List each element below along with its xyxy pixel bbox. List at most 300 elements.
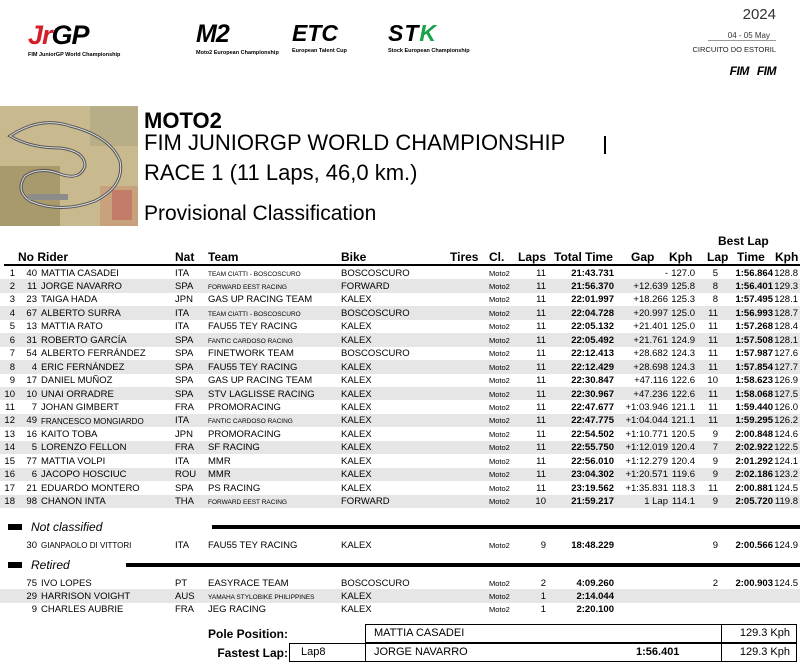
cell-btime: 1:57.268: [735, 321, 773, 333]
cell-no: 5: [31, 442, 37, 454]
event-dates: 04 - 05 May: [727, 31, 770, 40]
cell-kph: 125.3: [671, 294, 695, 306]
cell-time: 21:59.217: [571, 496, 614, 508]
cell-kph: 121.1: [671, 402, 695, 413]
cell-laps: 11: [536, 334, 546, 346]
cell-pos: 11: [5, 402, 15, 413]
cell-kph: 124.3: [671, 348, 695, 360]
cell-team: STV LAGLISSE RACING: [208, 388, 315, 400]
logo-jr-text: Jr: [28, 20, 52, 50]
cell-lap: 2: [712, 577, 718, 589]
table-row: [0, 387, 800, 400]
cell-laps: 11: [536, 482, 546, 494]
table-row: [0, 603, 800, 616]
stk-logo-k-text: K: [419, 20, 438, 46]
cell-lap: 8: [712, 294, 718, 306]
cell-cl: Moto2: [489, 456, 510, 466]
cell-cl: Moto2: [489, 443, 510, 453]
not-classified-label: Not classified: [31, 520, 103, 534]
fastest-lap-box: [289, 643, 797, 662]
cell-laps: 11: [536, 348, 546, 360]
cell-pos: 16: [4, 469, 15, 481]
cell-kph: 124.3: [671, 361, 695, 373]
cell-kph: 125.0: [671, 307, 695, 319]
cell-bkph: 128.1: [774, 334, 798, 346]
cell-laps: 10: [535, 496, 546, 508]
cell-cl: Moto2: [489, 376, 510, 386]
cell-rider: ERIC FERNÁNDEZ: [41, 361, 125, 373]
col-class: Cl.: [489, 250, 505, 264]
cell-lap: 7: [712, 442, 718, 454]
cell-rider: HARRISON VOIGHT: [41, 590, 131, 602]
cell-bkph: 128.4: [774, 321, 798, 333]
cell-bike: KALEX: [341, 294, 372, 306]
cell-pos: 15: [4, 455, 15, 467]
col-team: Team: [208, 250, 239, 264]
cell-laps: 11: [536, 455, 546, 467]
cell-bike: KALEX: [341, 590, 372, 602]
cell-team: FORWARD EEST RACING: [208, 283, 287, 291]
cell-lap: 9: [712, 496, 718, 508]
fastest-rider: JORGE NAVARRO: [374, 646, 468, 658]
cell-gap: -: [664, 267, 668, 279]
cell-time: 22:47.677: [571, 402, 614, 413]
cell-gap: +1:12.019: [625, 442, 668, 454]
cell-bike: KALEX: [341, 428, 372, 440]
cell-time: 23:04.302: [571, 469, 614, 481]
cell-nat: SPA: [175, 348, 194, 360]
cell-kph: 127.0: [671, 267, 695, 279]
cell-lap: 11: [708, 307, 718, 319]
cell-gap: +1:03.946: [625, 402, 668, 413]
cell-lap: 5: [712, 267, 718, 279]
cell-rider: MATTIA CASADEI: [41, 267, 119, 279]
juniorgp-logo-subtitle: FIM JuniorGP World Championship: [28, 52, 121, 58]
cell-team: FAU55 TEY RACING: [208, 361, 298, 373]
cell-btime: 1:58.623: [735, 375, 773, 387]
col-no-rider: No Rider: [18, 250, 69, 264]
cell-gap: +1:04.044: [625, 415, 668, 427]
table-row: [0, 306, 800, 319]
etc-logo: [292, 22, 347, 54]
cell-no: 16: [26, 428, 37, 440]
cell-rider: KAITO TOBA: [41, 428, 98, 440]
cell-bike: KALEX: [341, 334, 372, 346]
event-year: 2024: [742, 6, 776, 23]
table-row: [0, 360, 800, 373]
cell-lap: 9: [712, 539, 718, 551]
cell-btime: 1:59.295: [735, 415, 773, 427]
cell-nat: ITA: [175, 321, 190, 333]
etc-logo-subtitle: European Talent Cup: [292, 48, 347, 54]
cell-team: FANTIC CARDOSO RACING: [208, 337, 293, 345]
cell-kph: 120.4: [671, 442, 695, 454]
cell-pos: 4: [9, 307, 15, 319]
table-row: [0, 333, 800, 346]
cell-nat: ITA: [175, 455, 190, 467]
cell-kph: 118.3: [671, 482, 695, 494]
cell-kph: 122.6: [671, 375, 695, 387]
cell-bike: BOSCOSCURO: [341, 577, 410, 589]
cell-btime: 2:01.292: [735, 455, 773, 467]
cell-kph: 114.1: [671, 496, 695, 508]
cell-no: 98: [26, 496, 37, 508]
cell-nat: SPA: [175, 375, 194, 387]
cell-team: SF RACING: [208, 442, 260, 454]
cell-laps: 2: [540, 577, 546, 589]
cell-btime: 1:56.401: [735, 280, 773, 292]
cell-lap: 8: [712, 280, 718, 292]
cell-nat: ITA: [175, 539, 190, 551]
cell-btime: 1:57.854: [735, 361, 773, 373]
cell-gap: +1:12.279: [625, 455, 668, 467]
cell-laps: 11: [536, 280, 546, 292]
cell-bike: FORWARD: [341, 496, 390, 508]
cell-gap: +20.997: [633, 307, 668, 319]
cell-bkph: 126.2: [774, 415, 798, 427]
cell-time: 22:04.728: [571, 307, 614, 319]
fastest-divider-1: [365, 644, 366, 661]
cell-gap: +1:10.771: [625, 428, 668, 440]
cell-bkph: 126.9: [774, 375, 798, 387]
col-laps: Laps: [518, 250, 547, 264]
cell-rider: EDUARDO MONTERO: [41, 482, 140, 494]
cell-rider: CHARLES AUBRIE: [41, 604, 124, 616]
table-row: [0, 468, 800, 481]
cell-gap: +12.639: [633, 280, 668, 292]
cell-bkph: 129.3: [774, 280, 798, 292]
cell-no: 21: [26, 482, 37, 494]
cell-rider: MATTIA VOLPI: [41, 455, 106, 467]
cell-no: 10: [26, 388, 37, 400]
cell-bkph: 124.5: [774, 482, 798, 494]
cell-btime: 1:57.495: [735, 294, 773, 306]
cell-laps: 11: [536, 402, 546, 413]
cell-time: 21:43.731: [571, 267, 614, 279]
cell-lap: 10: [707, 375, 718, 387]
cell-bike: KALEX: [341, 469, 372, 481]
cell-time: 22:05.132: [571, 321, 614, 333]
cell-team: GAS UP RACING TEAM: [208, 294, 313, 306]
cell-no: 31: [26, 334, 37, 346]
cell-pos: 18: [4, 496, 15, 508]
cell-pos: 7: [9, 348, 15, 360]
cell-btime: 2:02.922: [735, 442, 773, 454]
cell-nat: SPA: [175, 280, 194, 292]
cell-nat: AUS: [175, 590, 195, 602]
cell-bkph: 128.1: [774, 294, 798, 306]
table-row: [0, 374, 800, 387]
retired-label: Retired: [31, 558, 70, 572]
cell-time: 22:30.847: [571, 375, 614, 387]
cell-no: 6: [31, 469, 37, 481]
cell-no: 11: [27, 280, 37, 292]
cell-time: 4:09.260: [576, 577, 614, 589]
cell-cl: Moto2: [489, 389, 510, 399]
cell-lap: 11: [708, 321, 718, 333]
cell-bike: BOSCOSCURO: [341, 307, 410, 319]
cell-nat: JPN: [175, 294, 193, 306]
cell-btime: 2:00.881: [735, 482, 773, 494]
cell-nat: ITA: [175, 307, 190, 319]
cell-kph: 121.1: [671, 415, 695, 427]
table-row: [0, 538, 800, 551]
cell-lap: 9: [712, 469, 718, 481]
cell-time: 22:12.429: [571, 361, 614, 373]
cell-cl: Moto2: [489, 497, 510, 507]
fastest-time: 1:56.401: [636, 646, 680, 658]
cell-team: MMR: [208, 469, 231, 481]
etc-logo-text: ETC: [292, 20, 338, 46]
moto2-european-logo: [196, 22, 279, 56]
cell-team: GAS UP RACING TEAM: [208, 375, 313, 387]
cell-no: 67: [26, 307, 37, 319]
cell-rider: GIANPAOLO DI VITTORI: [41, 541, 132, 550]
cell-cl: Moto2: [489, 416, 510, 426]
cell-bike: KALEX: [341, 442, 372, 454]
cell-team: TEAM CIATTI - BOSCOSCURO: [208, 270, 301, 278]
cell-time: 22:01.997: [571, 294, 614, 306]
cell-bike: KALEX: [341, 361, 372, 373]
cell-pos: 9: [9, 375, 15, 387]
cell-nat: THA: [175, 496, 194, 508]
cell-laps: 1: [540, 604, 546, 616]
cell-nat: SPA: [175, 482, 194, 494]
cell-bkph: 122.5: [774, 442, 798, 454]
cell-no: 17: [26, 375, 37, 387]
table-row: [0, 495, 800, 508]
m2-logo-text: M2: [196, 20, 229, 48]
cell-team: FINETWORK TEAM: [208, 348, 294, 360]
table-row: [0, 320, 800, 333]
cell-btime: 2:05.720: [735, 496, 773, 508]
cell-pos: 10: [4, 388, 15, 400]
cell-rider: ROBERTO GARCÍA: [41, 334, 127, 346]
cell-kph: 124.9: [671, 334, 695, 346]
cell-laps: 11: [536, 469, 546, 481]
not-classified-section: [0, 520, 800, 534]
cell-bkph: 127.6: [774, 348, 798, 360]
cell-cl: Moto2: [489, 429, 510, 439]
cell-cl: Moto2: [489, 268, 510, 278]
section-marker: [8, 524, 22, 530]
cell-kph: 120.5: [671, 428, 695, 440]
cell-rider: CHANON INTA: [41, 496, 106, 508]
cell-gap: +47.236: [633, 388, 668, 400]
cell-bike: KALEX: [341, 388, 372, 400]
cell-bkph: 124.1: [774, 455, 798, 467]
cell-cl: Moto2: [489, 540, 510, 550]
cell-laps: 11: [536, 321, 546, 333]
cell-laps: 11: [536, 428, 546, 440]
cell-cl: Moto2: [489, 349, 510, 359]
pole-position-box: [365, 624, 797, 643]
cell-team: FANTIC CARDOSO RACING: [208, 418, 293, 426]
table-row: [0, 454, 800, 467]
cell-no: 54: [26, 348, 37, 360]
cell-bkph: 124.6: [774, 428, 798, 440]
table-row: [0, 589, 800, 602]
pole-rider: MATTIA CASADEI: [374, 627, 465, 639]
cell-team: FAU55 TEY RACING: [208, 321, 298, 333]
cell-pos: 3: [9, 294, 15, 306]
cell-laps: 11: [536, 375, 546, 387]
cell-pos: 14: [4, 442, 15, 454]
cell-rider: JACOPO HOSCIUC: [41, 469, 127, 481]
cell-gap: +21.761: [633, 334, 668, 346]
cell-cl: Moto2: [489, 295, 510, 305]
cell-time: 21:56.370: [571, 280, 614, 292]
cell-laps: 9: [540, 539, 546, 551]
logo-gp-text: GP: [51, 20, 89, 50]
cell-lap: 11: [708, 482, 718, 494]
cell-no: 30: [26, 539, 37, 551]
cell-team: MMR: [208, 455, 231, 467]
cell-rider: LORENZO FELLON: [41, 442, 127, 454]
cell-btime: 1:57.987: [735, 348, 773, 360]
cell-cl: Moto2: [489, 578, 510, 588]
table-row: [0, 576, 800, 589]
cell-bike: KALEX: [341, 604, 372, 616]
col-best-kph: Kph: [775, 250, 799, 264]
col-bike: Bike: [341, 250, 367, 264]
fim-logo-2: FIM: [756, 64, 776, 78]
stk-logo-subtitle: Stock European Championship: [388, 48, 470, 54]
cell-lap: 11: [708, 388, 718, 400]
cell-team: EASYRACE TEAM: [208, 577, 289, 589]
col-nat: Nat: [175, 250, 195, 264]
cell-no: 9: [31, 604, 37, 616]
title-separator: [604, 136, 606, 154]
retired-section: [0, 558, 800, 572]
cell-no: 77: [26, 455, 37, 467]
cell-btime: 1:56.864: [735, 267, 773, 279]
cell-rider: JORGE NAVARRO: [41, 280, 122, 292]
cell-no: 49: [26, 415, 37, 427]
cell-laps: 11: [536, 415, 546, 427]
cell-team: PS RACING: [208, 482, 261, 494]
cell-bkph: 127.7: [774, 361, 798, 373]
cell-time: 22:30.967: [571, 388, 614, 400]
cell-laps: 11: [536, 307, 546, 319]
category-title: MOTO2: [144, 108, 222, 133]
cell-pos: 8: [9, 361, 15, 373]
cell-bike: KALEX: [341, 482, 372, 494]
cell-bike: KALEX: [341, 455, 372, 467]
cell-nat: ITA: [175, 267, 190, 279]
cell-team: TEAM CIATTI - BOSCOSCURO: [208, 310, 301, 318]
cell-pos: 1: [9, 267, 15, 279]
best-lap-header: Best Lap: [718, 234, 769, 248]
cell-gap: +47.116: [634, 375, 668, 387]
cell-bkph: 128.8: [774, 267, 798, 279]
cell-gap: +21.401: [633, 321, 668, 333]
cell-rider: UNAI ORRADRE: [41, 388, 114, 400]
cell-bike: KALEX: [341, 375, 372, 387]
cell-btime: 1:57.508: [735, 334, 773, 346]
cell-nat: SPA: [175, 388, 194, 400]
fastest-divider-2: [721, 644, 722, 661]
cell-laps: 11: [536, 294, 546, 306]
cell-kph: 125.0: [671, 321, 695, 333]
cell-cl: Moto2: [489, 322, 510, 332]
cell-no: 23: [26, 294, 37, 306]
m2-logo-subtitle: Moto2 European Championship: [196, 50, 279, 56]
cell-laps: 11: [536, 267, 546, 279]
fim-logos: [722, 64, 776, 78]
cell-rider: JOHAN GIMBERT: [41, 402, 119, 413]
cell-btime: 2:00.848: [735, 428, 773, 440]
cell-team: FAU55 TEY RACING: [208, 539, 298, 551]
cell-btime: 1:56.993: [735, 307, 773, 319]
cell-gap: +28.682: [633, 348, 668, 360]
cell-laps: 11: [536, 361, 546, 373]
fim-logo: FIM: [729, 64, 749, 78]
col-tires: Tires: [450, 250, 479, 264]
table-row: [0, 266, 800, 279]
fastest-lap-number: Lap8: [301, 646, 326, 658]
cell-bkph: 128.7: [774, 307, 798, 319]
cell-time: 18:48.229: [571, 539, 614, 551]
cell-lap: 11: [708, 402, 718, 413]
section-bar: [126, 563, 800, 567]
cell-laps: 11: [536, 388, 546, 400]
cell-btime: 2:00.566: [735, 539, 773, 551]
championship-title: FIM JUNIORGP WORLD CHAMPIONSHIP: [144, 130, 566, 155]
circuit-divider: [708, 40, 776, 41]
section-bar: [212, 525, 800, 529]
cell-time: 22:54.502: [571, 428, 614, 440]
cell-nat: SPA: [175, 334, 194, 346]
cell-pos: 2: [9, 280, 15, 292]
cell-nat: JPN: [175, 428, 193, 440]
cell-nat: ITA: [175, 415, 190, 427]
table-row: [0, 293, 800, 306]
cell-pos: 5: [9, 321, 15, 333]
race-title: RACE 1 (11 Laps, 46,0 km.): [144, 160, 418, 185]
cell-nat: FRA: [175, 402, 194, 413]
pole-position-label: Pole Position:: [207, 627, 288, 641]
cell-nat: PT: [175, 577, 188, 589]
cell-gap: +1:20.571: [625, 469, 668, 481]
cell-nat: FRA: [175, 442, 194, 454]
circuit-name: CIRCUITO DO ESTORIL: [692, 45, 776, 54]
cell-rider: TAIGA HADA: [41, 294, 98, 306]
cell-team: FORWARD EEST RACING: [208, 499, 287, 507]
cell-btime: 1:59.440: [735, 402, 773, 413]
table-row: [0, 427, 800, 440]
cell-time: 2:20.100: [576, 604, 614, 616]
cell-cl: Moto2: [489, 335, 510, 345]
cell-gap: +28.698: [633, 361, 668, 373]
cell-time: 23:19.562: [571, 482, 614, 494]
cell-rider: DANIEL MUÑOZ: [41, 375, 113, 387]
cell-team: YAMAHA STYLOBIKE PHILIPPINES: [208, 593, 315, 601]
cell-rider: MATTIA RATO: [41, 321, 103, 333]
cell-lap: 9: [712, 428, 718, 440]
cell-bkph: 119.8: [774, 496, 798, 508]
cell-nat: SPA: [175, 361, 194, 373]
cell-bike: BOSCOSCURO: [341, 267, 410, 279]
cell-bike: KALEX: [341, 415, 372, 427]
table-row: [0, 441, 800, 454]
fastest-lap-label: Fastest Lap:: [217, 646, 288, 660]
cell-laps: 11: [536, 442, 546, 454]
cell-team: JEG RACING: [208, 604, 267, 616]
cell-no: 4: [31, 361, 37, 373]
table-row: [0, 401, 800, 414]
pole-divider: [721, 625, 722, 642]
